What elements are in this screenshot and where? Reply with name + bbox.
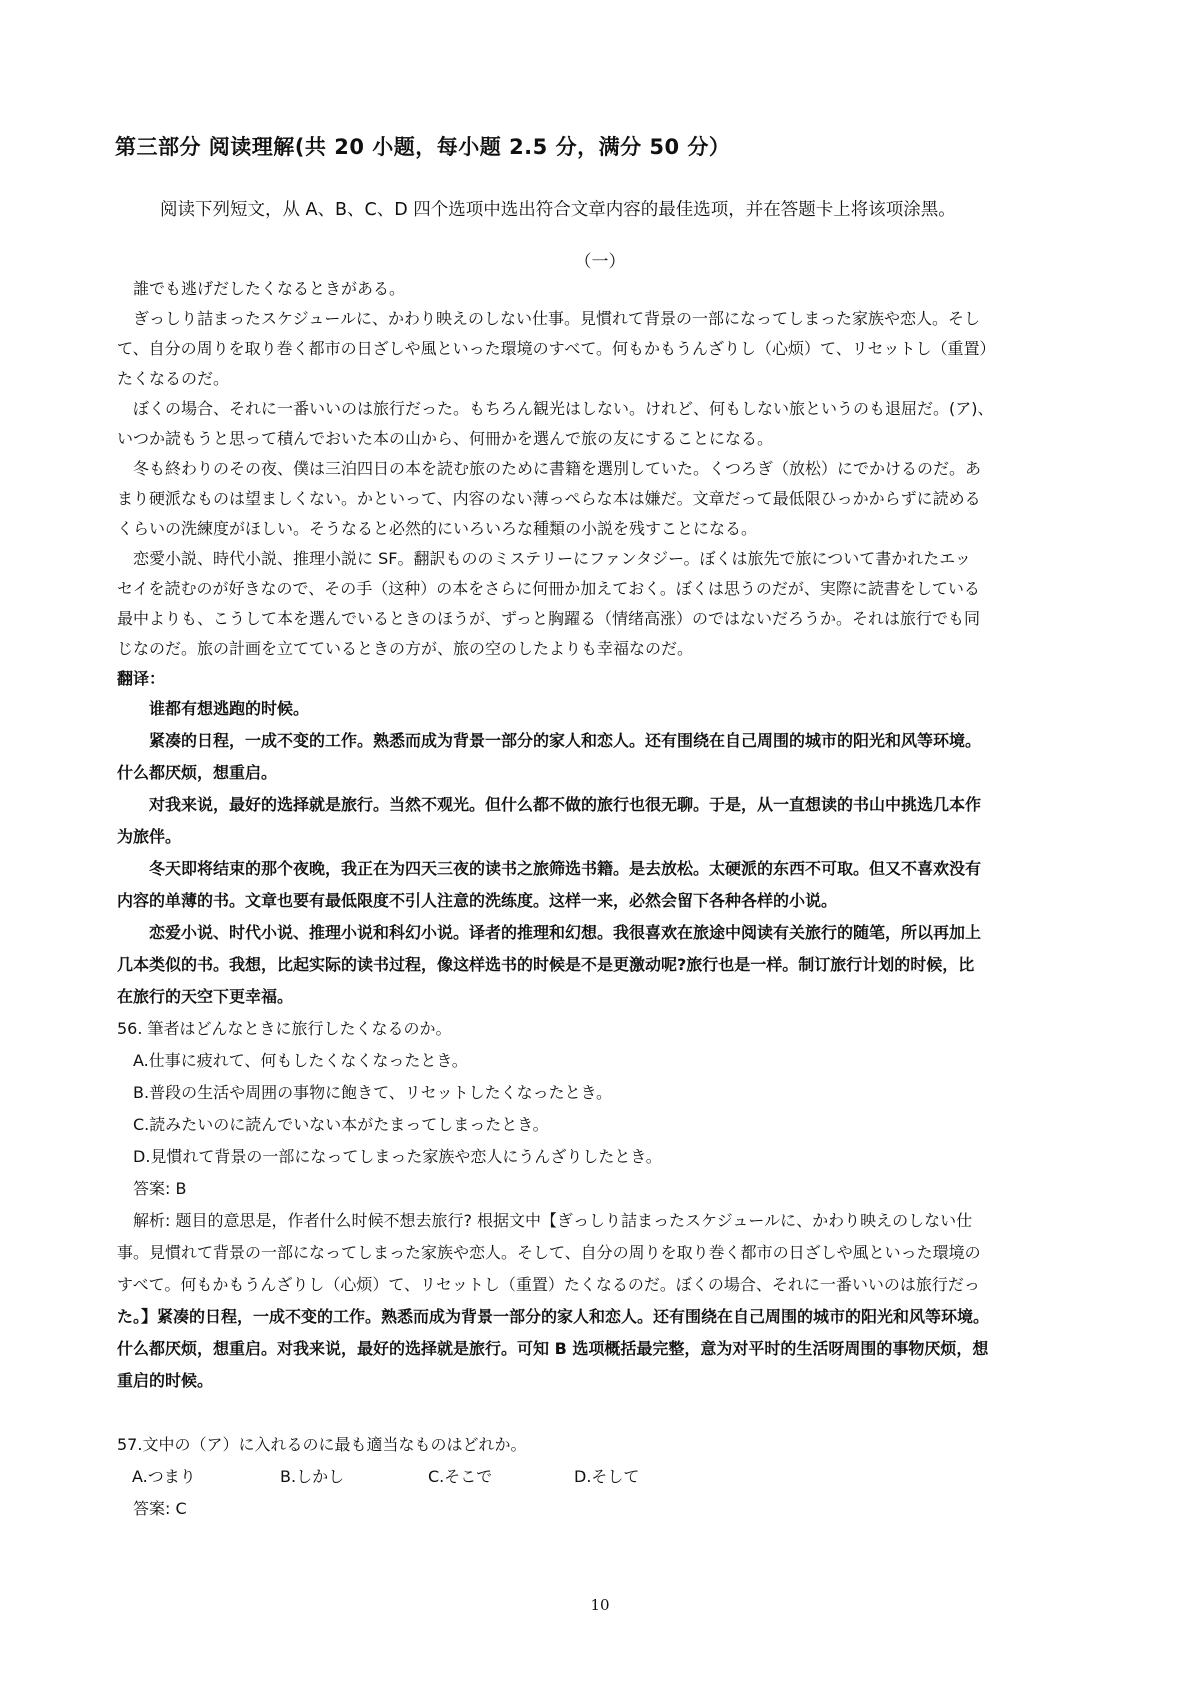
question-57: 57.文中の（ア）に入れるのに最も適当なものはどれか。 (117, 1435, 527, 1454)
question-56: 56. 筆者はどんなときに旅行したくなるのか。 (117, 1019, 452, 1038)
q57-answer: 答案: C (117, 1499, 187, 1518)
q57-option-c: C.そこで (428, 1467, 493, 1486)
q56-analysis-line: すべて。何もかもうんざりし（心烦）て、リセットし（重置）たくなるのだ。ぼくの場合、それに一番いいのは旅行だっ (117, 1275, 980, 1294)
translation-line: 紧凑的日程，一成不变的工作。熟悉而成为背景一部分的家人和恋人。还有围绕在自己周围的城市的阳光和风等环境。 (117, 731, 982, 750)
passage-line: 誰でも逃げだしたくなるときがある。 (117, 279, 406, 298)
passage-line: 恋愛小説、時代小説、推理小説に SF。翻訳もののミステリーにファンタジー。ぼくは旅先で旅について書かれたエッ (117, 549, 971, 568)
q56-analysis-line: 事。見慣れて背景の一部になってしまった家族や恋人。そして、自分の周りを取り巻く都市の日ざしや風といった環境の (117, 1243, 981, 1262)
translation-line: 恋爱小说、时代小说、推理小说和科幻小说。译者的推理和幻想。我很喜欢在旅途中阅读有关旅行的随笔，所以再加上 (117, 923, 982, 942)
passage-line: くらいの洗練度がほしい。そうなると必然的にいろいろな種類の小説を残すことになる。 (117, 519, 758, 538)
passage-line: ぼくの場合、それに一番いいのは旅行だった。もちろん観光はしない。けれど、何もしない旅というのも退屈だ。(ア)、 (117, 399, 994, 418)
q56-option-c: C.読みたいのに読んでいない本がたまってしまったとき。 (117, 1115, 549, 1134)
translation-line: 几本类似的书。我想，比起实际的读书过程，像这样选书的时候是不是更激动呢?旅行也是一样。制订旅行计划的时候，比 (117, 955, 975, 974)
passage-line: たくなるのだ。 (117, 369, 230, 388)
section-title: 第三部分 阅读理解(共 20 小题，每小题 2.5 分，满分 50 分） (115, 135, 731, 159)
q56-option-a: A.仕事に疲れて、何もしたくなくなったとき。 (117, 1051, 468, 1070)
passage-line: ぎっしり詰まったスケジュールに、かわり映えのしない仕事。見慣れて背景の一部になってしまった家族や恋人。そし (117, 309, 981, 328)
q56-answer: 答案: B (117, 1179, 187, 1198)
translation-label: 翻译： (117, 669, 166, 688)
q57-option-a: A.つまり (132, 1467, 196, 1486)
passage-line: いつか読もうと思って積んでおいた本の山から、何冊かを選んで旅の友にすることになる。 (117, 429, 774, 448)
q56-analysis-line: 解析: 题目的意思是，作者什么时候不想去旅行? 根据文中【ぎっしり詰まったスケジュールに、かわり映えのしない仕 (117, 1211, 973, 1230)
translation-line: 对我来说，最好的选择就是旅行。当然不观光。但什么都不做的旅行也很无聊。于是，从一直想读的书山中挑选几本作 (117, 795, 982, 814)
page-number: 10 (590, 1596, 610, 1614)
q56-option-b: B.普段の生活や周囲の事物に飽きて、リセットしたくなったとき。 (117, 1083, 612, 1102)
passage-line: まり硬派なものは望ましくない。かといって、内容のない薄っぺらな本は嫌だ。文章だって最低限ひっかからずに読める (117, 489, 981, 508)
translation-line: 为旅伴。 (117, 827, 182, 846)
q56-analysis-line: 什么都厌烦，想重启。对我来说，最好的选择就是旅行。可知 B 选项概括最完整，意为对平时的生活呀周围的事物厌烦，想 (117, 1339, 989, 1358)
q57-option-b: B.しかし (280, 1467, 345, 1486)
passage-number: （一） (574, 252, 626, 272)
translation-line: 冬天即将结束的那个夜晚，我正在为四天三夜的读书之旅筛选书籍。是去放松。太硬派的东西不可取。但又不喜欢没有 (117, 859, 982, 878)
translation-line: 什么都厌烦，想重启。 (117, 763, 278, 782)
translation-line: 谁都有想逃跑的时候。 (117, 699, 310, 718)
instruction-text: 阅读下列短文，从 A、B、C、D 四个选项中选出符合文章内容的最佳选项，并在答题卡上将该项涂黑。 (160, 200, 956, 220)
translation-line: 在旅行的天空下更幸福。 (117, 987, 294, 1006)
passage-line: て、自分の周りを取り巻く都市の日ざしや風といった環境のすべて。何もかもうんざりし（心烦）て、リセットし（重置） (117, 339, 996, 358)
passage-line: じなのだ。旅の計画を立てているときの方が、旅の空のしたよりも幸福なのだ。 (117, 639, 694, 658)
passage-line: 最中よりも、こうして本を選んでいるときのほうが、ずっと胸躍る（情绪高涨）のではないだろうか。それは旅行でも同 (117, 609, 981, 628)
passage-line: 冬も終わりのその夜、僕は三泊四日の本を読む旅のために書籍を選別していた。くつろぎ（放松）にでかけるのだ。あ (117, 459, 982, 478)
q57-option-d: D.そして (574, 1467, 640, 1486)
q56-option-d: D.見慣れて背景の一部になってしまった家族や恋人にうんざりしたとき。 (117, 1147, 662, 1166)
q56-analysis-line: た。】紧凑的日程，一成不变的工作。熟悉而成为背景一部分的家人和恋人。还有围绕在自己周围的城市的阳光和风等环境。 (117, 1307, 990, 1326)
q56-analysis-line: 重启的时候。 (117, 1371, 214, 1390)
translation-line: 内容的单薄的书。文章也要有最低限度不引人注意的洗练度。这样一来，必然会留下各种各样的小说。 (117, 891, 838, 910)
passage-line: セイを読むのが好きなので、その手（这种）の本をさらに何冊か加えておく。ぼくは思うのだが、実際に読書をしている (117, 579, 980, 598)
